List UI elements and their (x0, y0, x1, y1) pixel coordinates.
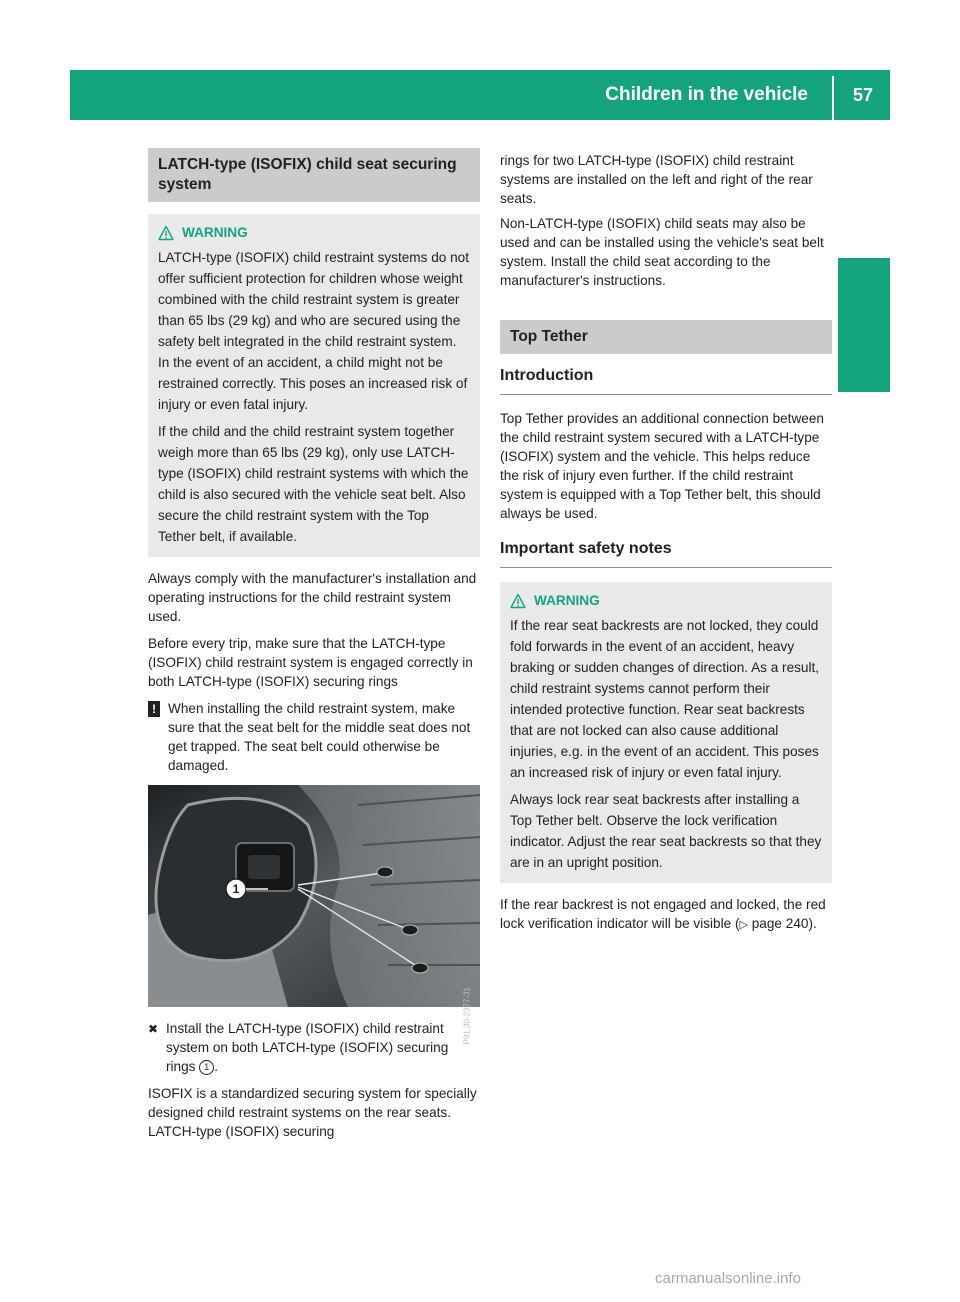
instruction-step: ✖ Install the LATCH-type (ISOFIX) child restraint system on both LATCH-type (ISOFIX) securing rings 1 . (148, 1021, 449, 1074)
warning-text: If the child and the child restraint system together weigh more than 65 lbs (29 kg), only use LATCH-type (ISOFIX) child restraint systems with which the child is also secured with the vehicle seat belt. Also secure the child restraint system with the Top Tether belt, if available. (158, 424, 469, 544)
chapter-title: Children in the vehicle (605, 84, 808, 105)
watermark: carmanualsonline.info (655, 1270, 801, 1287)
warning-box-backrest (500, 582, 832, 883)
warning-triangle-icon (510, 593, 526, 609)
subheading-introduction: Introduction (500, 366, 832, 395)
warning-triangle-icon (158, 225, 174, 241)
isofix-photo (148, 785, 480, 1045)
warning-title: WARNING (510, 590, 822, 611)
warning-text: LATCH-type (ISOFIX) child restraint systems do not offer sufficient protection for children whose weight combined with the child restraint system is greater than 65 lbs (29 kg) and who are secured using the safety belt integrated in the child restraint system. In the event of an accident, a child might not be restrained correctly. This poses an increased risk of injury or even fatal injury. (158, 250, 469, 412)
warning-box-latch (148, 214, 480, 557)
photo-callout-1: 1 (232, 882, 240, 896)
header-bar (70, 70, 890, 120)
body-paragraph: rings for two LATCH-type (ISOFIX) child restraint systems are installed on the left and right of the rear seats. (500, 153, 813, 206)
subheading-safety-notes: Important safety notes (500, 539, 832, 568)
photo-reference-code: P91.30-2377-31 (462, 987, 471, 1045)
warning-title: WARNING (158, 222, 470, 243)
body-paragraph: Top Tether provides an additional connection between the child restraint system secured with a LATCH-type (ISOFIX) system and the vehicle. This helps reduce the risk of injury even further. If the child restraint system is equipped with a Top Tether belt, this should always be used. (500, 411, 824, 521)
warning-text: If the rear seat backrests are not locked, they could fold forwards in the event of an accident, heavy braking or sudden changes of direction. As a result, child restraint systems cannot perform their intended protective function. Rear seat backrests that are not locked can also cause additional injuries, e.g. in the event of an accident. This poses an increased risk of injury or even fatal injury. (510, 618, 820, 780)
body-paragraph: If the rear backrest is not engaged and locked, the red lock verification indicator will be visible (▷ page 240). (500, 897, 826, 931)
page-reference-link[interactable]: page 240). (747, 916, 817, 931)
body-paragraph: Non-LATCH-type (ISOFIX) child seats may also be used and can be installed using the vehicle's seat belt system. Install the child seat according to the manufacturer's instructions. (500, 216, 824, 288)
warning-text: Always lock rear seat backrests after installing a Top Tether belt. Observe the lock verification indicator. Adjust the rear seat backrests so that they are in an upright position. (510, 792, 822, 870)
page-ref-arrow-icon: ▷ (739, 919, 748, 931)
note-text: When installing the child restraint system, make sure that the seat belt for the middle seat does not get trapped. The seat belt could otherwise be damaged. (168, 701, 471, 773)
section-title-latch: LATCH-type (ISOFIX) child seat securing system (148, 148, 480, 202)
body-paragraph: Before every trip, make sure that the LATCH-type (ISOFIX) child restraint system is engaged correctly in both LATCH-type (ISOFIX) securing rings (148, 636, 473, 689)
right-column (500, 151, 832, 943)
header-divider (832, 76, 834, 120)
instruction-text: Install the LATCH-type (ISOFIX) child restraint system on both LATCH-type (ISOFIX) securing rings (166, 1021, 449, 1074)
left-column (148, 148, 480, 1149)
note-block (148, 699, 480, 781)
callout-1: 1 (199, 1060, 214, 1075)
note-exclamation-icon: ! (148, 701, 160, 717)
side-tab-label: Safety (851, 309, 874, 371)
page-number: 57 (852, 85, 874, 105)
body-paragraph: ISOFIX is a standardized securing system for specially designed child restraint systems on the rear seats. LATCH-type (ISOFIX) securing (148, 1086, 477, 1139)
step-arrow-icon: ✖ (148, 1022, 159, 1036)
section-title-top-tether: Top Tether (500, 320, 832, 354)
seat-illustration (148, 785, 480, 1007)
body-paragraph: Always comply with the manufacturer's installation and operating instructions for the child restraint system used. (148, 571, 477, 624)
